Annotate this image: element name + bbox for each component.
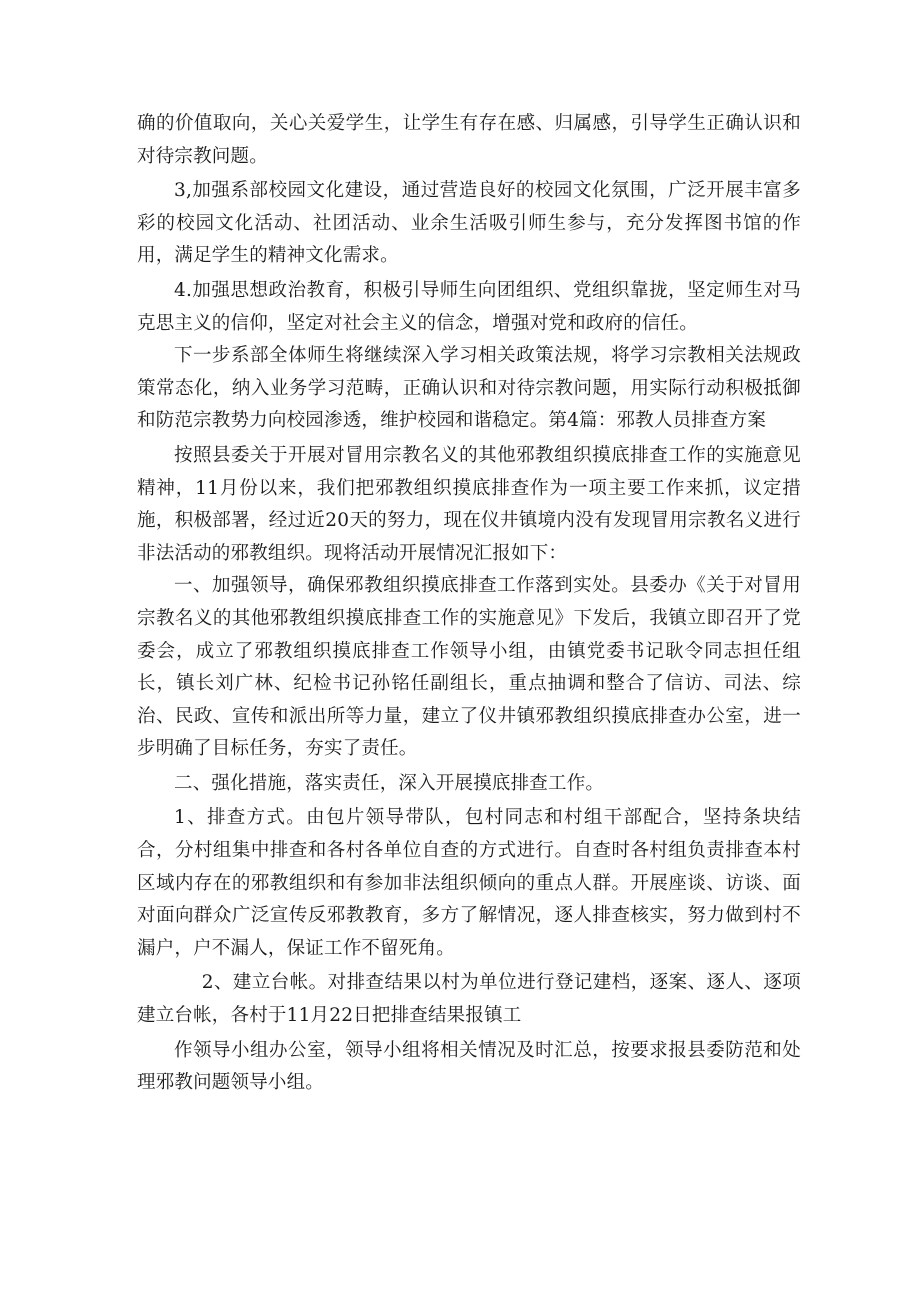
paragraph-ledger: 2、建立台帐。对排查结果以村为单位进行登记建档，逐案、逐人、逐项建立台帐，各村于11月22日把排查结果报镇工 <box>137 972 801 1027</box>
paragraph-continuation: 确的价值取向，关心关爱学生，让学生有存在感、归属感，引导学生正确认识和对待宗教问题。 <box>137 113 801 167</box>
paragraph-item-3: 3,加强系部校园文化建设，通过营造良好的校园文化氛围，广泛开展丰富多彩的校园文化活动、社团活动、业余生活吸引师生参与，充分发挥图书馆的作用，满足学生的精神文化需求。 <box>137 180 801 267</box>
paragraph-next-steps: 下一步系部全体师生将继续深入学习相关政策法规，将学习宗教相关法规政策常态化，纳入业务学习范畴，正确认识和对待宗教问题，用实际行动积极抵御和防范宗教势力向校园渗透，维护校园和谐稳定。第4篇：邪教人员排查方案 <box>137 345 801 432</box>
paragraph-section-1: 一、加强领导，确保邪教组织摸底排查工作落到实处。县委办《关于对冒用宗教名义的其他邪教组织摸底排查工作的实施意见》下发后，我镇立即召开了党委会，成立了邪教组织摸底排查工作领导小组，由镇党委书记耿令同志担任组长，镇长刘广林、纪检书记孙铭任副组长，重点抽调和整合了信访、司法、综治、民政、宣传和派出所等力量，建立了仪井镇邪教组织摸底排查办公室，进一步明确了目标任务，夯实了责任。 <box>137 575 801 760</box>
paragraph-item-4: 4.加强思想政治教育，积极引导师生向团组织、党组织靠拢，坚定师生对马克思主义的信仰，坚定对社会主义的信念，增强对党和政府的信任。 <box>137 279 801 334</box>
paragraph-investigation-method: 1、排查方式。由包片领导带队，包村同志和村组干部配合，坚持条块结合，分村组集中排查和各村各单位自查的方式进行。自查时各村组负责排查本村区域内存在的邪教组织和有参加非法组织倾向的重点人群。开展座谈、访谈、面对面向群众广泛宣传反邪教教育，多方了解情况，逐人排查核实，努力做到村不漏户，户不漏人，保证工作不留死角。 <box>137 807 801 959</box>
paragraph-section-2-heading: 二、强化措施，落实责任，深入开展摸底排查工作。 <box>174 772 605 794</box>
paragraph-intro: 按照县委关于开展对冒用宗教名义的其他邪教组织摸底排查工作的实施意见精神，11月份以来，我们把邪教组织摸底排查作为一项主要工作来抓，议定措施，积极部署，经过近20天的努力，现在仪井镇境内没有发现冒用宗教名义进行非法活动的邪教组织。现将活动开展情况汇报如下： <box>137 444 801 564</box>
document-body <box>137 108 801 1100</box>
paragraph-ledger-continued: 作领导小组办公室，领导小组将相关情况及时汇总，按要求报县委防范和处理邪教问题领导小组。 <box>137 1039 801 1094</box>
